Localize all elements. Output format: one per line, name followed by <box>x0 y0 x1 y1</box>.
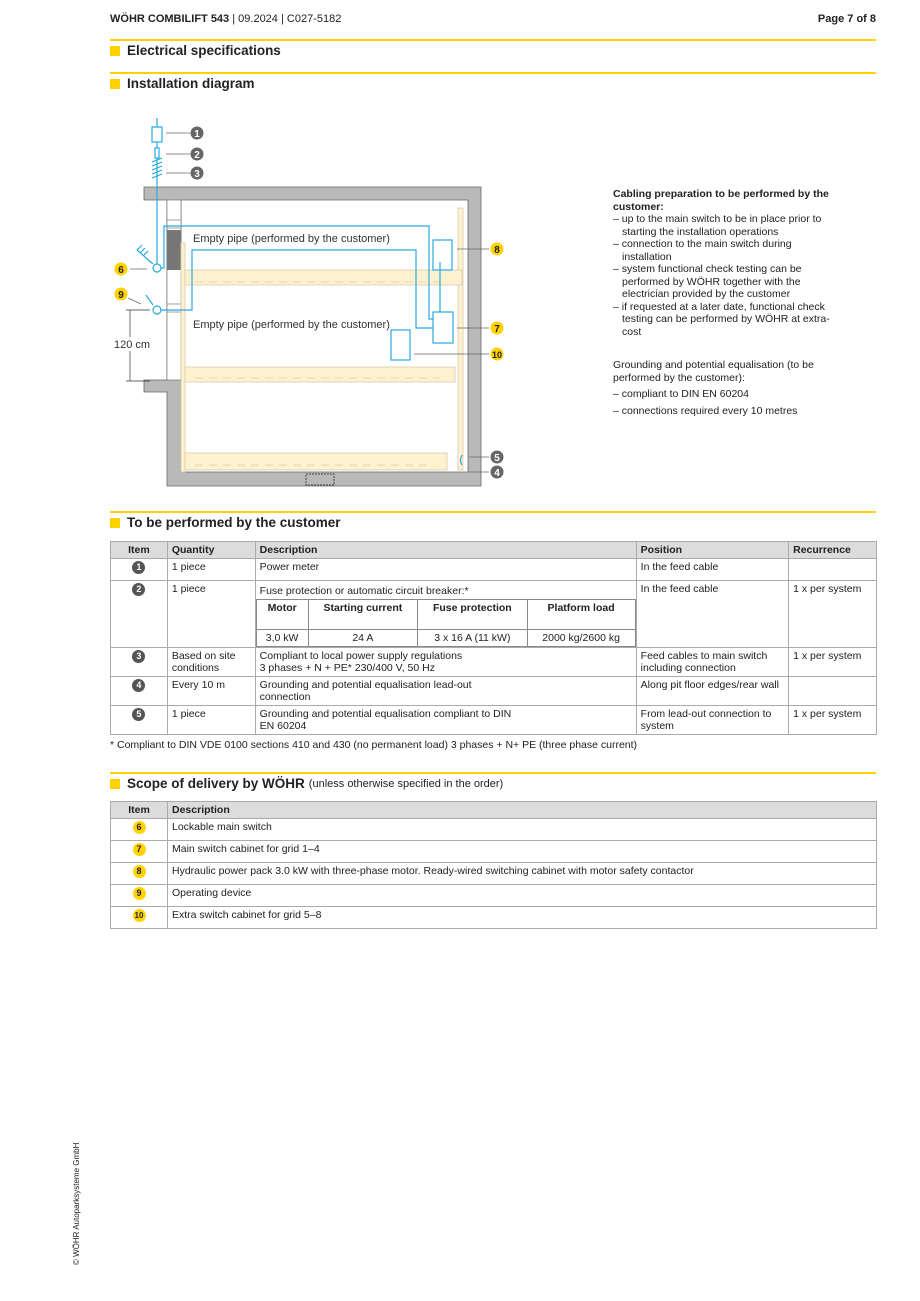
col-header: Item <box>111 542 168 559</box>
copyright: © WÖHR Autoparksysteme GmbH <box>72 1142 81 1265</box>
motor-value: 3,0 kW <box>256 630 308 647</box>
marker-4: 4 <box>494 468 500 479</box>
description: Compliant to local power supply regulations <box>259 650 463 662</box>
grounding-title: Grounding and potential equalisation (to be performed by the customer): <box>613 359 814 384</box>
inner-header: Motor <box>256 600 308 630</box>
scope-table <box>110 801 877 929</box>
table-header <box>111 802 877 819</box>
position: From lead-out connection to system <box>636 706 788 735</box>
col-header: Quantity <box>167 542 255 559</box>
heading-text: To be performed by the customer <box>127 515 341 530</box>
position: Along pit floor edges/rear wall <box>636 677 788 706</box>
divider <box>110 511 876 513</box>
marker-3: 3 <box>194 169 200 180</box>
marker-6: 6 <box>118 265 124 276</box>
table-row <box>111 706 877 735</box>
description: Extra switch cabinet for grid 5–8 <box>168 907 877 929</box>
description: Grounding and potential equalisation lead-out connection <box>255 677 636 706</box>
table-row <box>111 559 877 581</box>
col-header: Item <box>111 802 168 819</box>
description-line2: 3 phases + N + PE* 230/400 V, 50 Hz <box>259 662 435 674</box>
col-header: Recurrence <box>789 542 877 559</box>
pit-walls <box>144 187 481 486</box>
quantity: 1 piece <box>167 581 255 648</box>
table-row <box>111 841 877 863</box>
doc-date: 09.2024 <box>238 13 278 25</box>
note-item: – if requested at a later date, functional check testing can be performed by WÖHR at extra-cost <box>613 300 830 338</box>
recurrence: 1 x per system <box>789 581 877 648</box>
table-row <box>111 648 877 677</box>
page-number: Page 7 of 8 <box>817 13 876 25</box>
starting-current-value: 24 A <box>308 630 417 647</box>
table-row <box>111 885 877 907</box>
square-bullet-icon <box>110 779 120 789</box>
platforms <box>181 208 463 472</box>
doc-header: WÖHR COMBILIFT 543 | 09.2024 | C027-5182 <box>110 13 342 25</box>
footnote: * Compliant to DIN VDE 0100 sections 410 and 430 (no permanent load) 3 phases + N+ PE (three phase current) <box>110 739 638 751</box>
heading-text: Scope of delivery by WÖHR <box>127 776 305 791</box>
item-marker: 5 <box>132 708 145 721</box>
table-header <box>111 542 877 559</box>
position: In the feed cable <box>636 581 788 648</box>
col-header: Description <box>168 802 877 819</box>
note-item: – compliant to DIN EN 60204 <box>613 388 749 400</box>
col-header: Description <box>255 542 636 559</box>
position: In the feed cable <box>636 559 788 581</box>
item-marker: 9 <box>133 887 146 900</box>
square-bullet-icon <box>110 518 120 528</box>
description: Grounding and potential equalisation compliant to DIN EN 60204 <box>255 706 636 735</box>
table-row <box>111 819 877 841</box>
section-heading-customer <box>110 515 341 530</box>
table-row <box>111 863 877 885</box>
description: Operating device <box>168 885 877 907</box>
item-marker: 10 <box>133 909 146 922</box>
description: Lockable main switch <box>168 819 877 841</box>
marker-10: 10 <box>491 350 503 360</box>
item-marker: 7 <box>133 843 146 856</box>
marker-8: 8 <box>494 245 500 256</box>
item-marker: 4 <box>132 679 145 692</box>
recurrence <box>789 559 877 581</box>
recurrence <box>789 677 877 706</box>
marker-1: 1 <box>194 129 200 140</box>
item-marker: 1 <box>132 561 145 574</box>
item-marker: 3 <box>132 650 145 663</box>
description: Hydraulic power pack 3.0 kW with three-phase motor. Ready-wired switching cabinet with motor safety contactor <box>168 863 877 885</box>
quantity: 1 piece <box>167 706 255 735</box>
quantity: Based on site conditions <box>167 648 255 677</box>
section-heading-scope <box>110 776 503 791</box>
cabling-notes <box>613 188 833 417</box>
item-marker: 2 <box>132 583 145 596</box>
quantity: Every 10 m <box>167 677 255 706</box>
inner-header: Platform load <box>527 600 635 630</box>
doc-code: C027-5182 <box>286 13 342 25</box>
table-row <box>111 907 877 929</box>
note-item: – connection to the main switch during installation <box>613 238 792 263</box>
recurrence: 1 x per system <box>789 706 877 735</box>
inner-header: Starting current <box>308 600 417 630</box>
divider <box>110 772 876 774</box>
platform-load-value: 2000 kg/2600 kg <box>527 630 635 647</box>
item-marker: 8 <box>133 865 146 878</box>
heading-subtext: (unless otherwise specified in the order) <box>308 777 504 790</box>
description: Power meter <box>255 559 636 581</box>
col-header: Position <box>636 542 788 559</box>
inner-header: Fuse protection <box>418 600 527 630</box>
heading-text: Installation diagram <box>127 76 255 91</box>
heading-text: Electrical specifications <box>127 43 281 58</box>
description: Main switch cabinet for grid 1–4 <box>168 841 877 863</box>
marker-7: 7 <box>494 324 500 335</box>
fuse-spec-table <box>256 599 636 647</box>
description: Fuse protection or automatic circuit breaker:* <box>259 585 469 597</box>
item-marker: 6 <box>133 821 146 834</box>
recurrence: 1 x per system <box>789 648 877 677</box>
height-dimension: 120 cm <box>114 339 151 351</box>
position: Feed cables to main switch including connection <box>636 648 788 677</box>
product-name: WÖHR COMBILIFT 543 <box>110 13 230 25</box>
empty-pipe-label-lower: Empty pipe (performed by the customer) <box>193 319 390 331</box>
table-row <box>111 677 877 706</box>
cables <box>137 118 462 465</box>
note-item: – up to the main switch to be in place prior to starting the installation operations <box>613 213 822 238</box>
marker-5: 5 <box>494 453 500 464</box>
quantity: 1 piece <box>167 559 255 581</box>
note-item: – connections required every 10 metres <box>613 404 798 417</box>
marker-9: 9 <box>118 290 124 301</box>
fuse-protection-value: 3 x 16 A (11 kW) <box>418 630 527 647</box>
note-item: – system functional check testing can be performed by WÖHR together with the electrician provided by the customer <box>613 263 802 300</box>
cabling-title: Cabling preparation to be performed by the customer: <box>613 188 829 213</box>
table-row <box>111 581 877 648</box>
empty-pipe-label-upper: Empty pipe (performed by the customer) <box>193 233 390 245</box>
marker-2: 2 <box>194 150 200 161</box>
customer-table <box>110 541 877 735</box>
